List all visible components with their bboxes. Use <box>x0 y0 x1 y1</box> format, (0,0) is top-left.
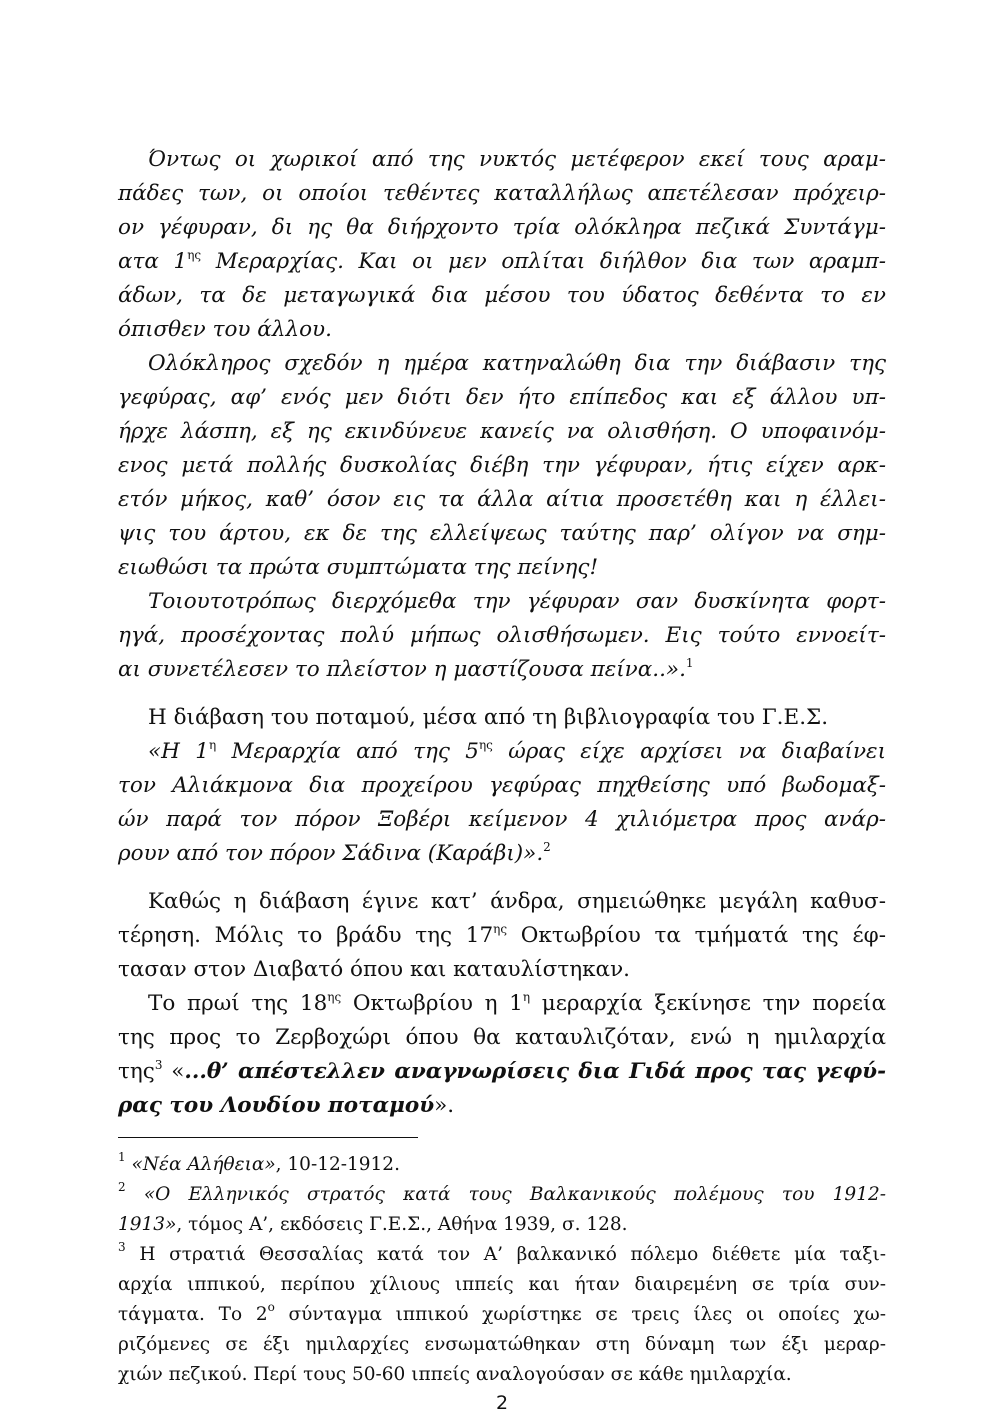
text-line: αι συνετέλεσεν το πλείστον η μαστίζουσα πείνα..».$^1$ <box>118 656 694 682</box>
text-line: ήρχε λάσπη, εξ ης εκινδύνευε κανείς να ολισθήση. Ο υποφαινόμ- <box>118 419 886 444</box>
text-line: πάδες των, οι οποίοι τεθέντες καταλλήλως απετέλεσαν πρόχειρ- <box>118 181 886 206</box>
text-line: τον Αλιάκμονα δια προχείρου γεφύρας πηχθείσης υπό βωδομαξ- <box>118 773 886 798</box>
footnote-3-cont: χιών πεζικού. Περί τους 50-60 ιππείς αναλογούσαν σε κάθε ημιλαρχία. <box>118 1364 792 1385</box>
ordinal-superscript: ης <box>327 990 342 1004</box>
text-line: γεφύρας, αφ’ ενός μεν διότι δεν ήτο επίπεδος και εξ άλλου υπ- <box>118 385 886 410</box>
text-line: Ολόκληρος σχεδόν η ημέρα κατηναλώθη δια την διάβασιν της <box>148 351 886 376</box>
footnote-3-cont: τάγματα. Το $2^o$ σύνταγμα ιππικού χωρίστηκε σε τρεις ίλες οι οποίες χω- <box>118 1300 887 1325</box>
footnote-3: $^3$ Η στρατιά Θεσσαλίας κατά τον Α’ βαλκανικό πόλεμο διέθετε μία ταξι- <box>118 1240 886 1265</box>
footnote-ref[interactable]: 2 <box>543 840 551 854</box>
text-line: ών παρά τον πόρον Ξοβέρι κείμενον 4 χιλιόμετρα προς ανάρ- <box>118 807 886 832</box>
text-line: ατα $1^{\eta\varsigma}$ Μεραρχίας. Και οι μεν οπλίται διήλθον δια των αραμπ- <box>118 248 886 274</box>
footnote-ref[interactable]: 1 <box>685 656 694 670</box>
text-line: της προς το Ζερβοχώρι όπου θα καταυλιζόταν, ενώ η ημιλαρχία <box>118 1025 886 1050</box>
footnote-1: $^1$ «Νέα Αλήθεια», 10-12-1912. <box>118 1150 400 1175</box>
footnote-rule <box>118 1137 418 1138</box>
text-line: ψις του άρτου, εκ δε της ελλείψεως ταύτης παρ’ ολίγον να σημ- <box>118 521 886 546</box>
text-line: τασαν στον Διαβατό όπου και καταυλίστηκαν. <box>118 957 630 982</box>
footnote-3-cont: ριζόμενες σε έξι ημιλαρχίες ενσωματώθηκαν στη δύναμη των έξι μεραρ- <box>118 1334 886 1355</box>
ordinal-superscript: η <box>208 738 217 752</box>
text-line: τέρηση. Μόλις το βράδυ της $17^{\eta\varsigma}$ Οκτωβρίου τα τμήματά της έφ- <box>118 922 886 948</box>
text-line: της$^3$ «...θ’ απέστελλεν αναγνωρίσεις δια Γιδά προς τας γεφύ- <box>118 1058 886 1084</box>
text-line: ειωθώσι τα πρώτα συμπτώματα της πείνης! <box>118 555 599 580</box>
emphasized-quote: ρας του Λουδίου ποταμού <box>118 1093 435 1118</box>
text-line: ηγά, προσέχοντας πολύ μήπως ολισθήσωμεν. Εις τούτο εννοείτ- <box>118 623 886 648</box>
text-line: ετόν μήκος, καθ’ όσον εις τα άλλα αίτια προσετέθη και η έλλει- <box>118 487 886 512</box>
footnote-ref[interactable]: 3 <box>154 1058 163 1072</box>
text-line: όπισθεν του άλλου. <box>118 317 332 342</box>
footnote-3-cont: αρχία ιππικού, περίπου χίλιους ιππείς και ήταν διαιρεμένη σε τρία συν- <box>118 1274 886 1295</box>
text-line: Τοιουτοτρόπως διερχόμεθα την γέφυραν σαν δυσκίνητα φορτ- <box>148 589 886 614</box>
text-line: Καθώς η διάβαση έγινε κατ’ άνδρα, σημειώθηκε μεγάλη καθυσ- <box>148 889 886 914</box>
text-line: Η διάβαση του ποταμού, μέσα από τη βιβλιογραφία του Γ.Ε.Σ. <box>148 705 829 730</box>
ordinal-superscript: ης <box>478 738 493 752</box>
text-line: Όντως οι χωρικοί από της νυκτός μετέφερον εκεί τους αραμ- <box>148 147 886 172</box>
emphasized-quote: ...θ’ απέστελλεν αναγνωρίσεις δια Γιδά προς τας γεφύ- <box>184 1059 886 1084</box>
footnote-2-cont: 1913», τόμος Α’, εκδόσεις Γ.Ε.Σ., Αθήνα 1939, σ. 128. <box>118 1214 628 1235</box>
text-line: Το πρωί της $18^{\eta\varsigma}$ Οκτωβρίου η $1^\eta$ μεραρχία ξεκίνησε την πορεία <box>148 990 886 1016</box>
ordinal-superscript: ης <box>187 248 202 262</box>
footnote-2: $^2$ «Ο Ελληνικός στρατός κατά τους Βαλκανικούς πολέμους του 1912- <box>118 1180 886 1205</box>
ordinal-superscript: ης <box>493 922 508 936</box>
text-line: ρουν από τον πόρον Σάδινα (Καράβι)».$^2$ <box>118 840 551 866</box>
text-line: ρας του Λουδίου ποταμού». <box>118 1093 455 1118</box>
text-line: «Η $1^\eta$ Μεραρχία από της $5^{\eta\varsigma}$ ώρας είχε αρχίσει να διαβαίνει <box>148 738 886 764</box>
ordinal-superscript: η <box>522 990 531 1004</box>
page-number: 2 <box>495 1392 509 1414</box>
text-line: ον γέφυραν, δι ης θα διήρχοντο τρία ολόκληρα πεζικά Συντάγμ- <box>118 215 886 240</box>
text-line: ενος μετά πολλής δυσκολίας διέβη την γέφυραν, ήτις είχεν αρκ- <box>118 453 886 478</box>
text-line: άδων, τα δε μεταγωγικά δια μέσου του ύδατος δεθέντα το εν <box>118 283 886 308</box>
